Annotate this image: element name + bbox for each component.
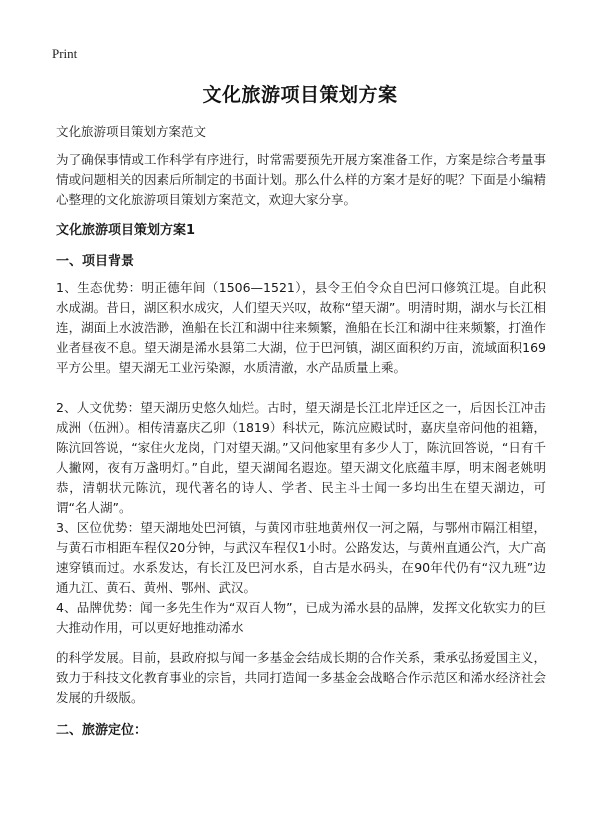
document-subtitle: 文化旅游项目策划方案范文 — [56, 124, 207, 139]
document-title: 文化旅游项目策划方案 — [202, 84, 398, 106]
heading-project-background: 一、项目背景 — [56, 254, 135, 269]
paragraph-brand-continued: 的科学发展。目前，县政府拟与闻一多基金会结成长期的合作关系，秉承弘扬爱国主义，致力于科技文化教育事业的宗旨，共同打造闻一多基金会战略合作示范区和浠水经济社会发展的升级版。 — [56, 650, 546, 705]
paragraph-location: 3、区位优势：望天湖地处巴河镇，与黄冈市驻地黄州仅一河之隔，与鄂州市隔江相望，与黄石市相距车程仅20分钟，与武汉车程仅1小时。公路发达，与黄州直通公汽，大广高速穿镇而过。水系发达，有长江及巴河水系，自古是水码头，在90年代仍有“汉九班”边通九江、黄石、黄州、鄂州、武汉。 — [56, 520, 546, 595]
paragraph-ecology: 1、生态优势：明正德年间（1506—1521），县令王伯令众自巴河口修筑江堤。自此积水成湖。昔日，湖区积水成灾，人们望天兴叹，故称“望天湖”。明清时期，湖水与长江相连，湖面上水波浩渺，渔船在长江和湖中往来频繁，渔船在长江和湖中往来频繁，打渔作业者昼夜不息。望天湖是浠水县第二大湖，位于巴河镇，湖区面积约万亩，流域面积169平方公里。望天湖无工业污染源，水质清澈，水产品质量上乘。 — [56, 280, 546, 375]
paragraph-culture: 2、人文优势：望天湖历史悠久灿烂。古时，望天湖是长江北岸迁区之一，后因长江冲击成洲（伍洲）。相传清嘉庆乙卯（1819）科状元，陈沆应殿试时，嘉庆皇帝问他的祖籍，陈沆回答说，“家住火龙岗，门对望天湖。”又问他家里有多少人丁，陈沆回答说，“日有千人撇网，夜有万盏明灯。”自此，望天湖闻名遐迩。望天湖文化底蕴丰厚，明末阁老姚明恭，清朝状元陈沆，现代著名的诗人、学者、民主斗士闻一多均出生在望天湖边，可谓“名人湖”。 — [56, 400, 546, 515]
paragraph-brand: 4、品牌优势：闻一多先生作为“双百人物”，已成为浠水县的品牌，发挥文化软实力的巨大推动作用，可以更好地推动浠水 — [56, 600, 546, 635]
print-label[interactable]: Print — [52, 46, 78, 61]
section-title: 文化旅游项目策划方案1 — [56, 223, 196, 238]
intro-paragraph: 为了确保事情或工作科学有序进行，时常需要预先开展方案准备工作，方案是综合考量事情或问题相关的因素后所制定的书面计划。那么什么样的方案才是好的呢？下面是小编精心整理的文化旅游项目策划方案范文，欢迎大家分享。 — [56, 152, 546, 207]
heading-tourism-positioning: 二、旅游定位： — [56, 723, 148, 738]
